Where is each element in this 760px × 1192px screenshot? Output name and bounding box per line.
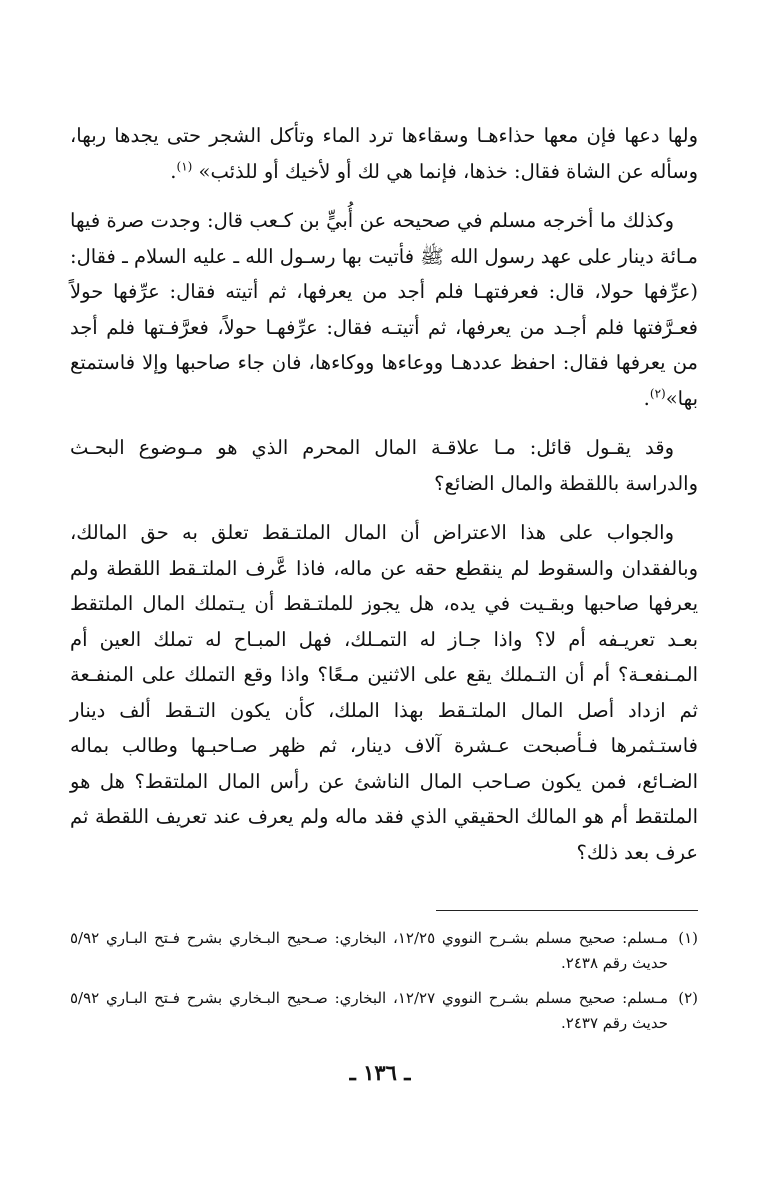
paragraph-4-text: والجواب على هذا الاعتراض أن المال الملتـقط تعلق به حق المالك، وبالفقدان والسقوط لم ينقطع حقه عن ماله، فاذا عَّرف الملتـقط اللقطة ولم يعرفها صاحبها وبقـيت في يده، هل يجوز للملتـقط أن يـتملك المال الملتقط بعـد تعريـفه أم لا؟ واذا جـاز له التمـلك، فهل المبـاح له تملك العين أم المـنفعـة؟ أم أن التـملك يقع على الاثنين مـعًا؟ واذا وقع التملك على المنفـعة ثم ازداد أصل المال الملتـقط بهذا الملك، كأن يكون التـقط ألف دينار فاستـثمرها فـأصبحت عـشرة آلاف دينار، ثم ظهر صـاحبـها وطالب بماله الضـائع، فمن يكون صـاحب المال الناشئ عن رأس المال الملتقط؟ هل هو الملتقط أم هو المالك الحقيقي الذي فقد ماله ولم يعرف عند تعريف اللقطة ثم عرف بعد ذلك؟ [70, 521, 698, 864]
main-text [70, 118, 698, 884]
footnote-1 [70, 926, 698, 976]
paragraph-1-text: ولها دعها فإن معها حذاءهـا وسقاءها ترد الماء وتأكل الشجر حتى يجدها ربها، وسأله عن الشاة فقال: خذها، فإنما هي لك أو لأخيك أو للذئب» [70, 124, 698, 183]
footnote-divider [436, 910, 698, 911]
footnotes [70, 926, 698, 1046]
footnote-2-text: مـسلم: صحيح مسلم بشـرح النووي ١٢/٢٧، البخاري: صـحيح البـخاري بشرح فـتح البـاري ٥/٩٢ حديث رقم ٢٤٣٧. [70, 989, 668, 1032]
paragraph-3 [70, 430, 698, 501]
paragraph-1-tail: . [170, 159, 177, 183]
paragraph-2-tail: . [643, 386, 650, 410]
paragraph-3-text: وقد يقـول قائل: مـا علاقـة المال المحرم الذي هو مـوضوع البحـث والدراسة باللقطة والمال الضائع؟ [70, 436, 698, 495]
footnote-2 [70, 986, 698, 1036]
page-number: ـ ١٣٦ ـ [349, 1060, 411, 1085]
footnote-1-text: مـسلم: صحيح مسلم بشـرح النووي ١٢/٢٥، البخاري: صـحيح البـخاري بشرح فـتح البـاري ٥/٩٢ حديث رقم ٢٤٣٨. [70, 929, 668, 972]
paragraph-1 [70, 118, 698, 189]
paragraph-4 [70, 515, 698, 870]
footnote-ref-1: (١) [176, 159, 193, 173]
footnote-1-number: (١) [678, 929, 698, 947]
paragraph-2 [70, 203, 698, 416]
footnote-2-number: (٢) [678, 989, 698, 1007]
footnote-ref-2: (٢) [649, 386, 666, 400]
paragraph-2-text: وكذلك ما أخرجه مسلم في صحيحه عن أُبيٍّ بن كـعب قال: وجدت صرة فيها مـائة دينار على عهد رسول الله ﷺ فأتيت بها رسـول الله ـ عليه السلام ـ فقال: (عرِّفها حولا، قال: فعرفتهـا فلم أجد من يعرفها، ثم أتيته فقال: عرِّفها حولاً فعـرَّفتها فلم أجـد من يعرفها، ثم أتيتـه فقال: عرِّفهـا حولاً، فعرَّفـتها فلم أجد من يعرفها فقال: احفظ عددهـا ووعاءها ووكاءها، فان جاء صاحبها وإلا فاستمتع بها» [70, 209, 698, 410]
